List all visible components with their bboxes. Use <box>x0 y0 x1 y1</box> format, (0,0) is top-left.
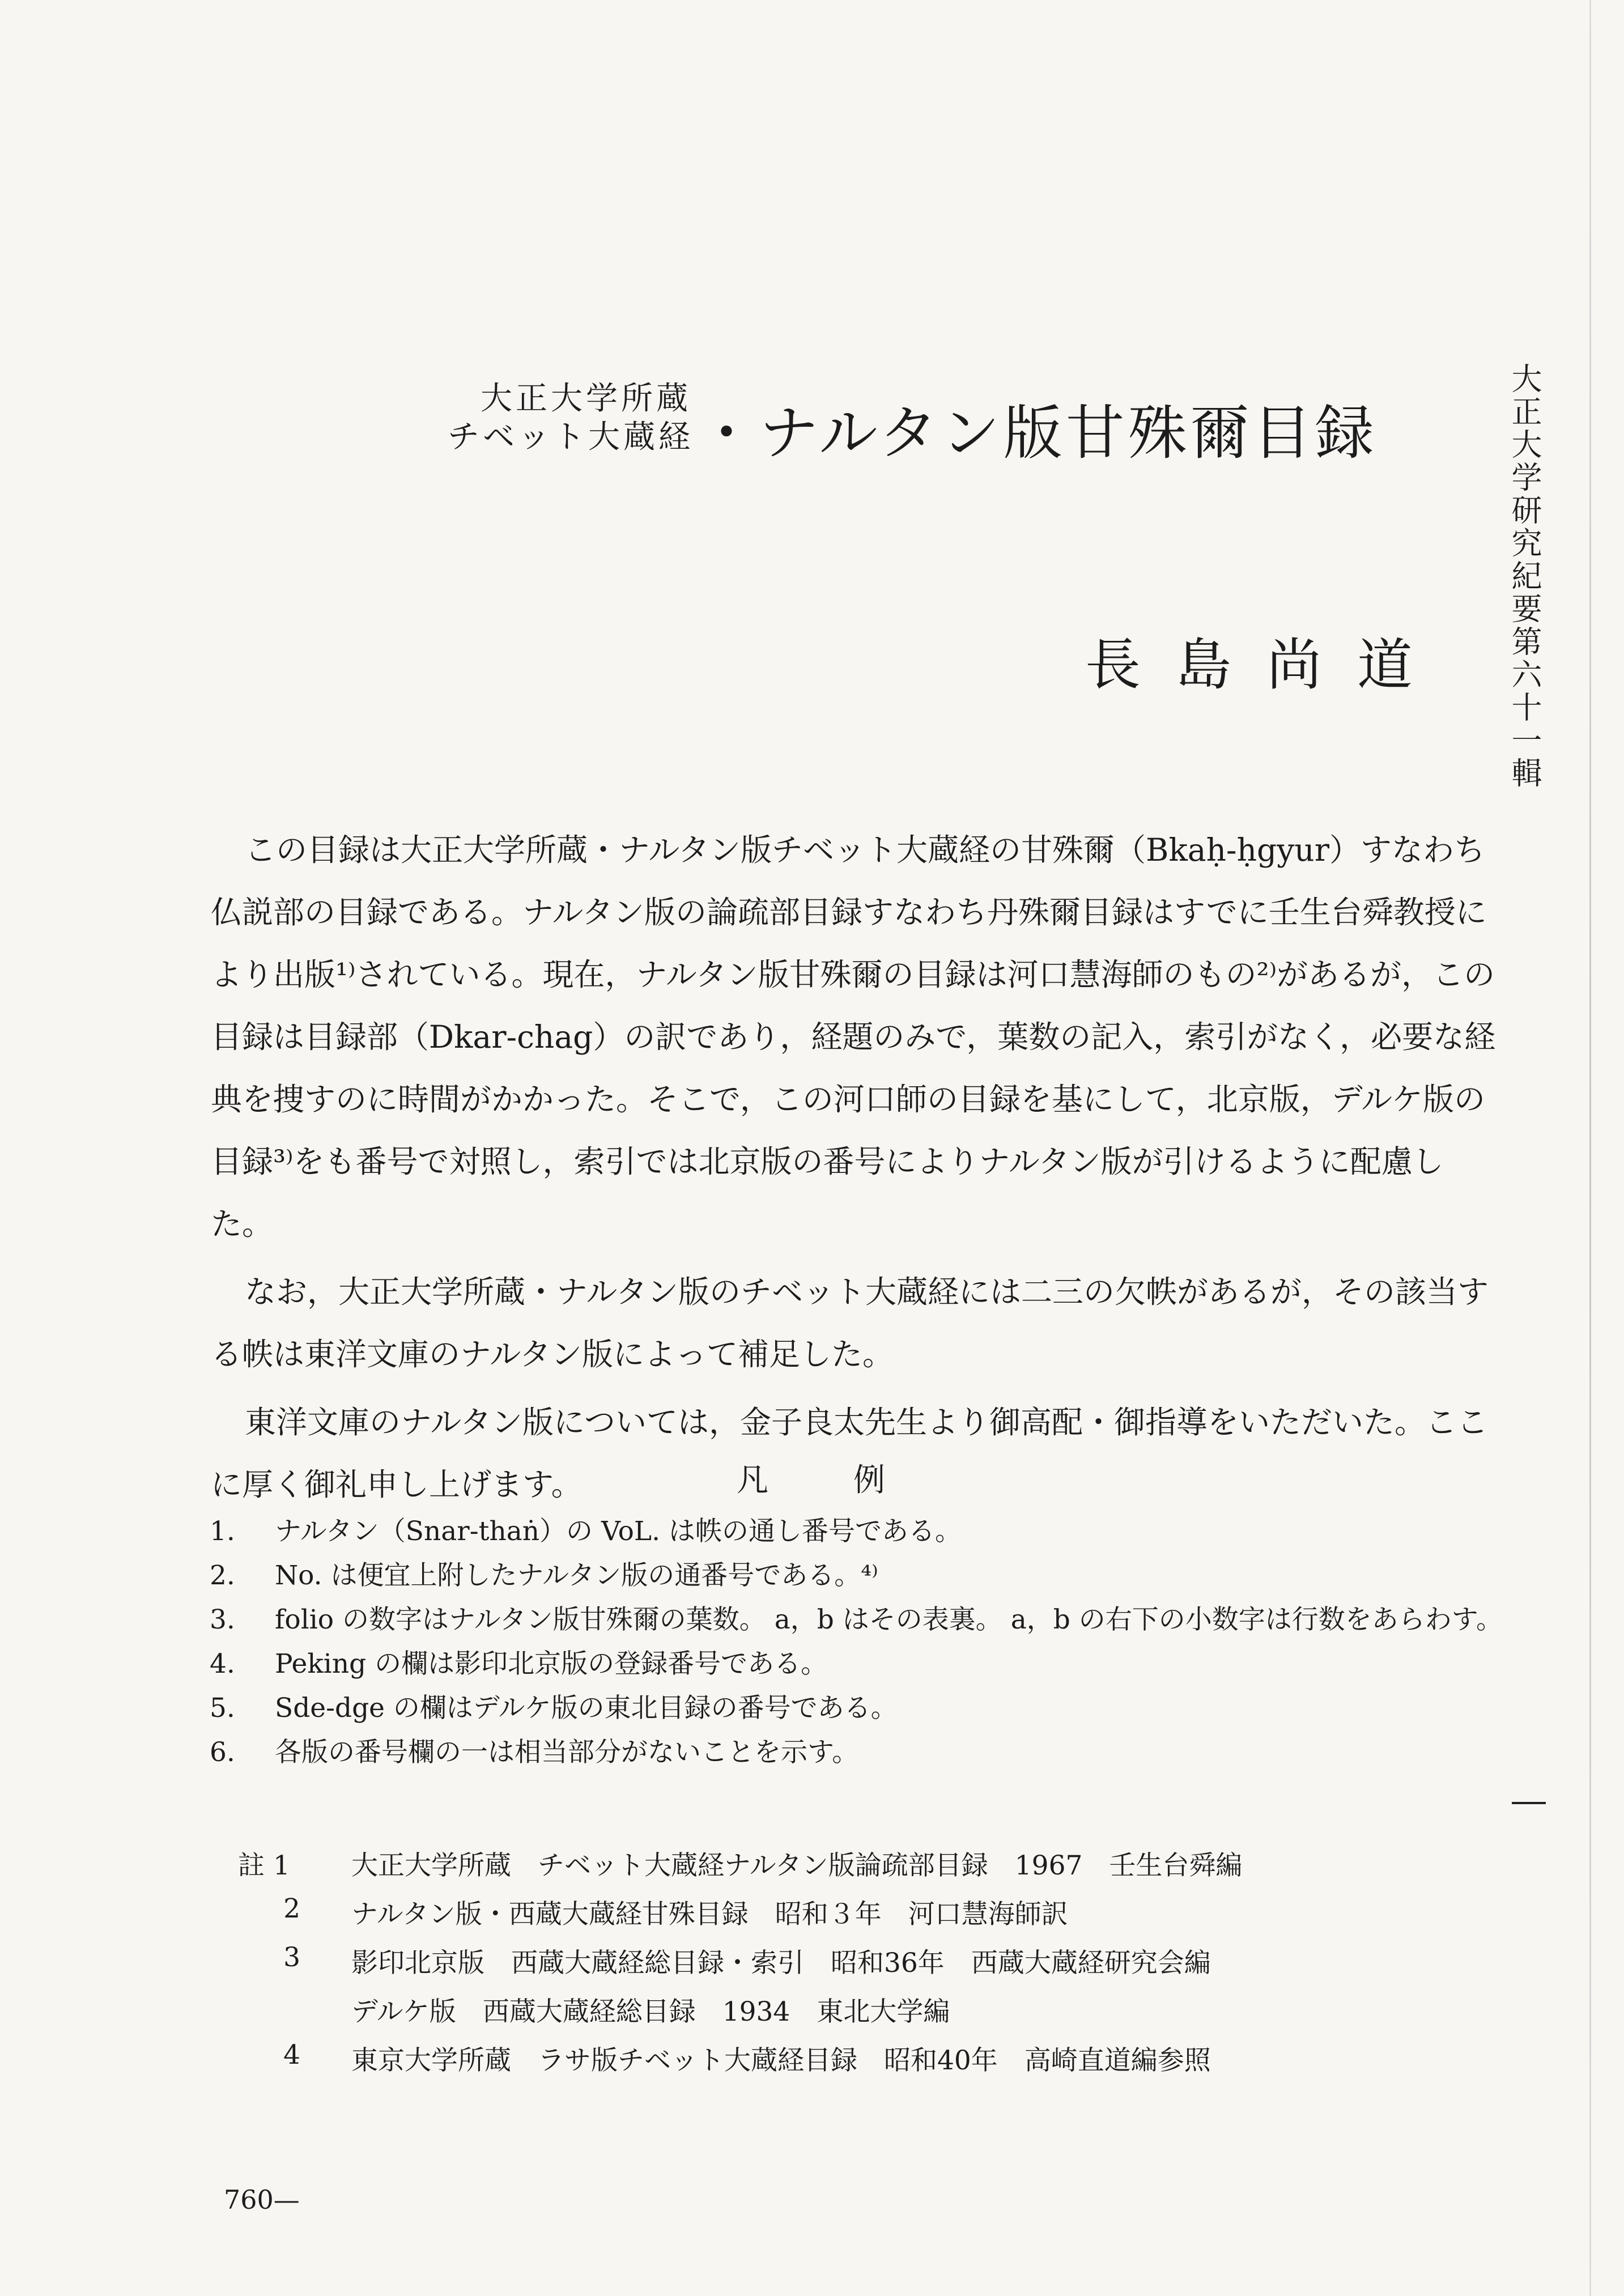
legend-list <box>210 1510 1513 1775</box>
legend-item-text: folio の数字はナルタン版甘殊爾の葉数。 a，b はその表裏。 a，b の右下の小数字は行数をあらわす。 <box>275 1604 1503 1635</box>
legend-item-number: 5. <box>210 1693 235 1724</box>
legend-item <box>210 1554 1513 1598</box>
footnote-label: 2 <box>283 1893 300 1924</box>
legend-item <box>210 1598 1513 1643</box>
author-name: 長島尚道 <box>1085 633 1448 698</box>
title-prefix <box>448 380 694 457</box>
page-edge-shadow <box>1589 0 1591 2296</box>
legend-item <box>210 1643 1513 1687</box>
footnote-label: 3 <box>283 1942 300 1973</box>
title-prefix-line2: チベット大蔵経 <box>448 419 694 456</box>
margin-dash <box>1512 1802 1546 1804</box>
legend-item <box>210 1687 1513 1731</box>
journal-name: 大正大学研究紀要第六十一輯 <box>1507 363 1542 790</box>
footnote-text: デルケ版 西蔵大蔵経総目録 1934 東北大学編 <box>351 1996 950 2027</box>
legend-item-number: 4. <box>210 1648 235 1680</box>
footnote-text: 大正大学所蔵 チベット大蔵経ナルタン版論疏部目録 1967 壬生台舜編 <box>351 1850 1243 1881</box>
legend-item-text: No. は便宜上附したナルタン版の通番号である。⁴⁾ <box>275 1560 878 1591</box>
title-prefix-line1: 大正大学所蔵 <box>481 380 691 417</box>
legend-item-text: 各版の番号欄の一は相当部分がないことを示す。 <box>275 1737 859 1768</box>
legend-item-number: 6. <box>210 1737 235 1768</box>
legend-item-number: 2. <box>210 1560 235 1591</box>
title-main: ・ナルタン版甘殊爾目録 <box>697 398 1378 467</box>
legend-item-text: Sde-dge の欄はデルケ版の東北目録の番号である。 <box>275 1693 898 1724</box>
intro-paragraph-3: 東洋文庫のナルタン版については，金子良太先生より御高配・御指導をいただいた。ここに厚く御礼申し上げます。 <box>211 1404 1488 1503</box>
intro-paragraph-2: なお，大正大学所蔵・ナルタン版のチベット大蔵経には二三の欠帙があるが，その該当する帙は東洋文庫のナルタン版によって補足した。 <box>211 1274 1489 1372</box>
footnote-label: 4 <box>283 2039 300 2070</box>
legend-title: 凡例 <box>737 1462 970 1499</box>
legend-item <box>210 1731 1513 1775</box>
legend-item <box>210 1510 1513 1554</box>
footnote-text: ナルタン版・西蔵大蔵経甘殊目録 昭和３年 河口慧海師訳 <box>351 1899 1068 1930</box>
page-number: 760— <box>224 2184 300 2215</box>
footnote-text: 東京大学所蔵 ラサ版チベット大蔵経目録 昭和40年 高崎直道編参照 <box>351 2045 1211 2076</box>
legend-item-number: 1. <box>210 1516 235 1547</box>
legend-item-number: 3. <box>210 1604 235 1635</box>
legend-item-text: ナルタン（Snar-thaṅ）の VoL. は帙の通し番号である。 <box>275 1516 962 1547</box>
legend-item-text: Peking の欄は影印北京版の登録番号である。 <box>275 1648 828 1680</box>
intro-body <box>211 819 1506 1516</box>
intro-paragraph-1: この目録は大正大学所蔵・ナルタン版チベット大蔵経の甘殊爾（Bkaḥ-ḥgyur）すなわち仏説部の目録である。ナルタン版の論疏部目録すなわち丹殊爾目録はすでに壬生台舜教授により出版¹⁾されている。現在，ナルタン版甘殊爾の目録は河口慧海師のもの²⁾があるが，この目録は目録部（Dkar-chag）の訳であり，経題のみで，葉数の記入，索引がなく，必要な経典を捜すのに時間がかかった。そこで，この河口師の目録を基にして，北京版，デルケ版の目録³⁾をも番号で対照し，索引では北京版の番号によりナルタン版が引けるように配慮した。 <box>211 832 1496 1242</box>
footnote-text: 影印北京版 西蔵大蔵経総目録・索引 昭和36年 西蔵大蔵経研究会編 <box>351 1948 1211 1979</box>
footnote-label: 註 1 <box>238 1850 290 1881</box>
